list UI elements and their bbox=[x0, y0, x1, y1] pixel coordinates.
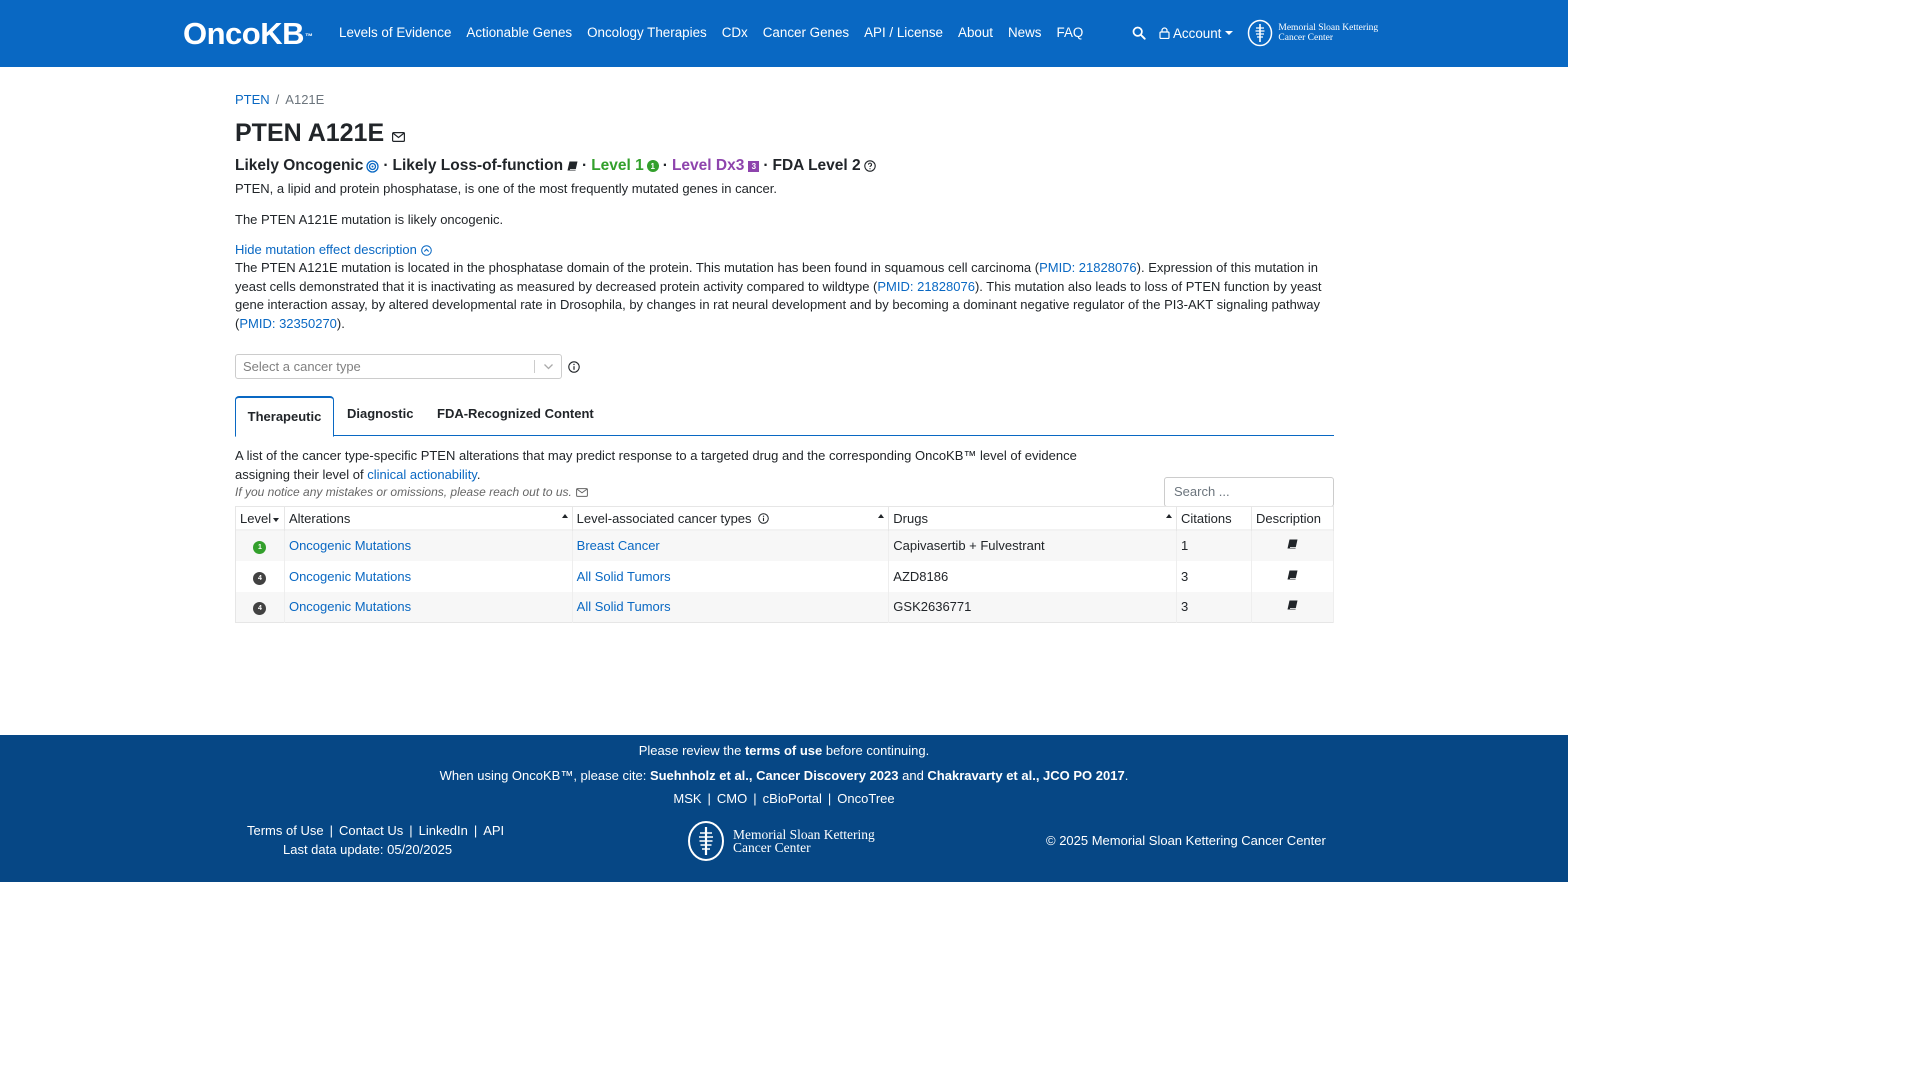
main-content bbox=[235, 90, 1334, 503]
separator-dot: · bbox=[383, 157, 389, 174]
footer-left bbox=[247, 821, 504, 859]
terms-notice bbox=[0, 742, 1568, 760]
cancer-type-link[interactable]: Breast Cancer bbox=[576, 538, 660, 554]
alteration-link[interactable]: Oncogenic Mutations bbox=[288, 538, 412, 554]
nav-links bbox=[339, 23, 1098, 43]
oncogenic-target-icon bbox=[366, 160, 379, 173]
account-label: Account bbox=[1173, 25, 1222, 41]
effect-text-4: ). bbox=[336, 315, 345, 331]
footer-link-cbioportal[interactable]: cBioPortal bbox=[762, 791, 822, 806]
account-dropdown[interactable] bbox=[1159, 26, 1233, 41]
terms-post: before continuing. bbox=[822, 743, 930, 758]
table-row bbox=[236, 561, 1334, 592]
level-4-icon: 4 bbox=[253, 602, 266, 615]
therapeutic-level-label[interactable]: Level 1 bbox=[591, 157, 644, 174]
table-row bbox=[236, 531, 1334, 562]
pipe-separator: | bbox=[329, 823, 333, 838]
level-1-icon: 1 bbox=[647, 160, 659, 172]
clinical-actionability-link[interactable]: clinical actionability bbox=[367, 466, 477, 482]
diagnostic-level-label[interactable]: Level Dx3 bbox=[671, 157, 745, 174]
sort-down-icon bbox=[273, 518, 279, 522]
row-citations[interactable]: 3 bbox=[1177, 592, 1252, 623]
tab-therapeutic[interactable]: Therapeutic bbox=[235, 396, 334, 437]
annotation-summary bbox=[235, 154, 1334, 178]
book-icon[interactable] bbox=[1287, 539, 1298, 550]
evidence-tabs bbox=[235, 396, 1334, 436]
row-citations[interactable]: 3 bbox=[1177, 561, 1252, 592]
footer-link-contact[interactable]: Contact Us bbox=[338, 823, 404, 838]
separator-dot: · bbox=[662, 157, 668, 174]
cancer-type-placeholder: Select a cancer type bbox=[243, 359, 361, 374]
header-alterations-label: Alterations bbox=[288, 511, 351, 527]
pmid-link[interactable]: PMID: 32350270 bbox=[239, 315, 337, 331]
site-footer bbox=[0, 735, 1568, 882]
row-alteration bbox=[284, 561, 572, 592]
pipe-separator: | bbox=[707, 791, 711, 806]
page-title: PTEN A121E bbox=[235, 118, 385, 147]
terms-of-use-link[interactable]: terms of use bbox=[744, 743, 823, 758]
breadcrumb-separator: / bbox=[275, 92, 280, 107]
msk-footer-line2: Cancer Center bbox=[733, 840, 811, 855]
row-alteration bbox=[284, 592, 572, 623]
separator-dot: · bbox=[763, 157, 769, 174]
hide-mutation-effect-label: Hide mutation effect description bbox=[235, 242, 417, 257]
nav-cdx[interactable]: CDx bbox=[721, 25, 748, 40]
sort-up-icon bbox=[878, 514, 884, 518]
table-header-row bbox=[236, 507, 1334, 531]
cite-and: and bbox=[898, 768, 928, 783]
tab-fda-recognized-content[interactable]: FDA-Recognized Content bbox=[437, 406, 594, 421]
nav-faq[interactable]: FAQ bbox=[1056, 25, 1084, 40]
oncokb-logo[interactable] bbox=[183, 16, 313, 55]
effect-text-3: ). This mutation also leads to loss of PTEN function by yeast gene interaction assay, by altered developmental rate in Drosophila, by changes in rat neural development and by becoming a dominant negative regulator of the PI3-AKT signaling pathway ( bbox=[235, 278, 1322, 331]
msk-header-text bbox=[1278, 23, 1378, 43]
therapeutic-evidence-table bbox=[235, 506, 1334, 623]
mutation-effect-label: Likely Loss-of-function bbox=[392, 157, 564, 174]
header-drugs[interactable] bbox=[889, 507, 1177, 531]
pmid-link[interactable]: PMID: 21828076 bbox=[877, 278, 975, 294]
copyright: © 2025 Memorial Sloan Kettering Cancer Center bbox=[1046, 833, 1326, 848]
pipe-separator: | bbox=[753, 791, 757, 806]
row-level bbox=[236, 531, 285, 562]
row-cancer-type bbox=[572, 531, 889, 562]
sort-up-icon bbox=[562, 514, 568, 518]
book-icon[interactable] bbox=[567, 161, 578, 172]
pipe-separator: | bbox=[473, 823, 478, 838]
variant-summary: The PTEN A121E mutation is likely oncogenic. bbox=[235, 211, 504, 227]
msk-footer-logo[interactable] bbox=[687, 820, 875, 862]
table-search-input[interactable]: Search ... bbox=[1164, 477, 1334, 507]
nav-about[interactable]: About bbox=[958, 25, 994, 40]
gene-summary: PTEN, a lipid and protein phosphatase, is one of the most frequently mutated genes in cancer. bbox=[235, 181, 777, 196]
terms-pre: Please review the bbox=[638, 743, 745, 758]
breadcrumb-gene-link[interactable]: PTEN bbox=[235, 92, 270, 107]
cancer-type-select-row bbox=[235, 354, 1334, 379]
logo-text: OncoKB bbox=[183, 16, 304, 51]
nav-api-license[interactable]: API / License bbox=[864, 25, 944, 40]
footer-link-linkedin[interactable]: LinkedIn bbox=[418, 823, 468, 838]
level-1-icon: 1 bbox=[253, 541, 266, 554]
row-description bbox=[1251, 592, 1333, 623]
pipe-separator: | bbox=[827, 791, 832, 806]
header-alterations[interactable] bbox=[284, 507, 572, 531]
info-circle-icon[interactable] bbox=[758, 513, 769, 524]
row-cancer-type bbox=[572, 561, 889, 592]
nav-levels-of-evidence[interactable]: Levels of Evidence bbox=[339, 25, 452, 40]
alteration-link[interactable]: Oncogenic Mutations bbox=[288, 568, 412, 584]
nav-cancer-genes[interactable]: Cancer Genes bbox=[762, 25, 850, 40]
nav-news[interactable]: News bbox=[1008, 25, 1042, 40]
header-cancer-types-label: Level-associated cancer types bbox=[576, 511, 752, 527]
lock-icon bbox=[1159, 27, 1170, 39]
row-level bbox=[236, 592, 285, 623]
msk-footer-text bbox=[733, 828, 875, 854]
pipe-separator: | bbox=[409, 823, 413, 838]
msk-emblem-icon bbox=[1247, 19, 1273, 47]
cancer-type-link[interactable]: All Solid Tumors bbox=[576, 599, 671, 614]
select-divider bbox=[534, 360, 535, 373]
footer-link-cmo[interactable]: CMO bbox=[716, 791, 748, 806]
row-drugs: Capivasertib + Fulvestrant bbox=[889, 531, 1177, 562]
envelope-icon[interactable] bbox=[576, 488, 588, 497]
therapeutic-description bbox=[235, 447, 1095, 484]
footer-partner-links bbox=[0, 790, 1568, 808]
logo-tm: ™ bbox=[305, 32, 313, 41]
row-description bbox=[1251, 561, 1333, 592]
effect-text-1: The PTEN A121E mutation is located in the phosphatase domain of the protein. This mutation has been found in squamous cell carcinoma ( bbox=[235, 260, 1040, 275]
nav-oncology-therapies[interactable]: Oncology Therapies bbox=[587, 25, 707, 40]
header-description-label: Description bbox=[1255, 511, 1321, 527]
footer-link-api[interactable]: API bbox=[483, 823, 505, 838]
msk-footer-line1: Memorial Sloan Kettering bbox=[733, 827, 875, 842]
book-icon[interactable] bbox=[1287, 570, 1298, 581]
nav-actionable-genes[interactable]: Actionable Genes bbox=[466, 25, 573, 40]
level-4-icon: 4 bbox=[253, 572, 266, 585]
oncogenicity-label: Likely Oncogenic bbox=[235, 157, 364, 174]
separator-dot: · bbox=[582, 157, 588, 174]
title-row bbox=[235, 116, 1334, 150]
chevron-down-icon[interactable] bbox=[543, 361, 554, 372]
hide-mutation-effect-link[interactable] bbox=[235, 241, 1334, 259]
breadcrumb-alteration: A121E bbox=[285, 92, 325, 107]
header-citations[interactable] bbox=[1177, 507, 1252, 531]
book-icon[interactable] bbox=[1287, 600, 1298, 611]
footer-link-oncotree[interactable]: OncoTree bbox=[837, 791, 895, 806]
citation-1-link[interactable]: Suehnholz et al., Cancer Discovery 2023 bbox=[649, 768, 899, 783]
cite-pre: When using OncoKB™, please cite: bbox=[439, 768, 650, 783]
cite-post: . bbox=[1124, 768, 1129, 783]
sort-up-icon bbox=[1166, 514, 1172, 518]
row-level bbox=[236, 561, 285, 592]
msk-line2: Cancer Center bbox=[1278, 33, 1333, 43]
msk-emblem-icon bbox=[687, 820, 725, 862]
header-level[interactable] bbox=[236, 507, 285, 531]
cancer-type-link[interactable]: All Solid Tumors bbox=[576, 568, 671, 584]
effect-text-2: ). Expression of this mutation in yeast cells demonstrated that it is inactivating as measured by decreased protein activity compared to wildtype ( bbox=[235, 260, 1319, 294]
header-cancer-types[interactable] bbox=[572, 507, 889, 531]
breadcrumb bbox=[235, 90, 1334, 110]
header-drugs-label: Drugs bbox=[893, 511, 928, 527]
footer-link-msk[interactable]: MSK bbox=[673, 791, 702, 806]
citation-2-link[interactable]: Chakravarty et al., JCO PO 2017 bbox=[927, 768, 1125, 783]
header-description bbox=[1251, 507, 1333, 531]
chevron-up-circle-icon bbox=[421, 245, 432, 256]
row-alteration bbox=[284, 531, 572, 562]
info-circle-icon[interactable] bbox=[568, 361, 580, 373]
row-drugs: GSK2636771 bbox=[889, 592, 1177, 623]
mutation-effect-description bbox=[235, 259, 1330, 333]
level-dx3-icon: 3 bbox=[748, 161, 759, 172]
footer-left-links bbox=[247, 821, 504, 840]
footer-link-terms[interactable]: Terms of Use bbox=[247, 823, 324, 838]
tab-diagnostic[interactable]: Diagnostic bbox=[347, 406, 414, 421]
pmid-link[interactable]: PMID: 21828076 bbox=[1039, 260, 1137, 275]
table-row bbox=[236, 592, 1334, 623]
alteration-link[interactable]: Oncogenic Mutations bbox=[288, 599, 412, 614]
cancer-type-select[interactable] bbox=[235, 354, 562, 379]
header-citations-label: Citations bbox=[1181, 511, 1232, 527]
therapeutic-description-block bbox=[235, 447, 1334, 503]
fda-level-label[interactable]: FDA Level 2 bbox=[772, 157, 861, 174]
row-citations[interactable]: 1 bbox=[1177, 531, 1252, 562]
nav-right bbox=[1132, 19, 1378, 47]
citation-notice bbox=[0, 767, 1568, 785]
feedback-notice-text: If you notice any mistakes or omissions, please reach out to us. bbox=[235, 485, 572, 499]
question-circle-icon[interactable] bbox=[864, 160, 876, 172]
search-icon[interactable] bbox=[1132, 26, 1146, 40]
msk-line1: Memorial Sloan Kettering bbox=[1278, 23, 1379, 33]
top-navbar bbox=[0, 0, 1568, 67]
header-level-label: Level bbox=[240, 511, 272, 527]
msk-header-logo[interactable] bbox=[1247, 19, 1378, 47]
envelope-icon[interactable] bbox=[392, 132, 405, 142]
row-cancer-type bbox=[572, 592, 889, 623]
row-drugs: AZD8186 bbox=[889, 561, 1177, 592]
last-data-update: Last data update: 05/20/2025 bbox=[283, 842, 453, 857]
therapeutic-desc-end: . bbox=[476, 466, 481, 482]
row-description bbox=[1251, 531, 1333, 562]
caret-down-icon bbox=[1225, 31, 1233, 35]
therapeutic-desc-text: A list of the cancer type-specific PTEN alterations that may predict response to a targeted drug and the corresponding OncoKB™ level of evidence assigning their level of bbox=[235, 448, 1077, 482]
